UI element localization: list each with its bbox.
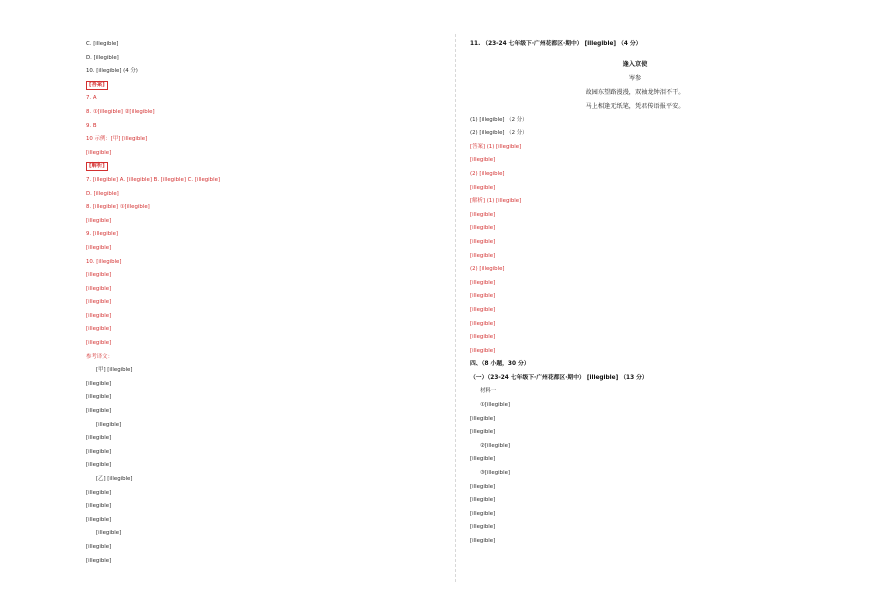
left-line: [甲] [illegible] xyxy=(96,367,133,374)
left-line: [illegible] xyxy=(86,312,112,319)
passage-line: [illegible] xyxy=(470,524,496,531)
left-line: [illegible] xyxy=(86,285,112,292)
left-line: [illegible] xyxy=(86,299,112,306)
left-line: 9. B xyxy=(86,122,97,129)
right-column xyxy=(470,38,800,549)
left-line: [illegible] xyxy=(86,489,112,496)
answer-key-tag: [解析] xyxy=(86,162,108,171)
question-11-line: [illegible] xyxy=(470,211,496,218)
question-11-line: [illegible] xyxy=(470,238,496,245)
left-line: [illegible] xyxy=(86,326,112,333)
passage-line: [illegible] xyxy=(470,456,496,463)
question-11-line: [illegible] xyxy=(470,252,496,259)
passage-line: ③[illegible] xyxy=(480,470,511,477)
passage-line: [illegible] xyxy=(470,538,496,544)
left-line: [illegible] xyxy=(86,149,112,156)
passage-line: [illegible] xyxy=(470,497,496,504)
left-line: [illegible] xyxy=(86,462,112,469)
question-11-line: (2) [illegible] xyxy=(470,266,505,273)
column-divider xyxy=(455,34,456,582)
left-line: 10. [illegible] xyxy=(86,258,122,265)
question-11-line: [illegible] xyxy=(470,225,496,232)
left-column xyxy=(86,38,440,568)
question-11-line: [illegible] xyxy=(470,279,496,286)
left-line: [illegible] xyxy=(86,516,112,523)
left-line: 参考译文： xyxy=(86,353,113,360)
question-11-line: [illegible] xyxy=(470,320,496,327)
question-11-line: [illegible] xyxy=(470,293,496,300)
question-11-line: (2) [illegible] （2 分） xyxy=(470,130,528,137)
question-11-line: [解析] (1) [illegible] xyxy=(470,198,522,205)
left-line: [illegible] xyxy=(86,394,112,401)
left-line: [illegible] xyxy=(86,340,112,347)
left-line: [illegible] xyxy=(86,543,112,550)
left-line: [illegible] xyxy=(86,435,112,442)
left-line: D. [illegible] xyxy=(86,190,119,197)
left-line: [乙] [illegible] xyxy=(96,476,133,482)
passage-line: [illegible] xyxy=(470,510,496,517)
question-11-line: [illegible] xyxy=(470,157,496,164)
question-11-line: [答案] (1) [illegible] xyxy=(470,143,522,150)
left-line xyxy=(86,79,440,93)
question-11-line: (1) [illegible] （2 分） xyxy=(470,116,528,123)
left-line: [illegible] xyxy=(86,408,112,415)
question-11-line: [illegible] xyxy=(470,184,496,191)
left-line: [illegible] xyxy=(86,448,112,455)
left-line: [illegible] xyxy=(86,503,112,510)
left-line: D. [illegible] xyxy=(86,54,119,61)
poem-line-1: 故园东望路漫漫，双袖龙钟泪不干。 xyxy=(585,88,685,96)
section-four-heading: 四、（8 小题，30 分） xyxy=(470,361,530,368)
passage-line: 材料一 xyxy=(480,388,497,395)
answer-key-tag: [答案] xyxy=(86,81,108,90)
passage-line: [illegible] xyxy=(470,415,496,422)
left-line: [illegible] xyxy=(86,380,112,387)
passage-line: [illegible] xyxy=(470,429,496,436)
question-11-line: (2) [illegible] xyxy=(470,170,505,177)
left-line: [illegible] xyxy=(86,244,112,251)
reading-passage-heading: （一）（23-24 七年级下·广州花都区·期中） [illegible] （13 分） xyxy=(470,374,648,381)
left-line: 9. [illegible] xyxy=(86,231,119,238)
question-11-heading: 11. （23-24 七年级下·广州花都区·期中） [illegible] （4 分） xyxy=(470,41,642,47)
poem-title: 逢入京使 xyxy=(622,60,648,68)
left-line: 7. A xyxy=(86,95,97,102)
left-line xyxy=(86,160,440,174)
left-line: [illegible] xyxy=(86,217,112,224)
left-line: 10 示例：[甲] [illegible] xyxy=(86,136,148,143)
left-line: [illegible] xyxy=(86,272,112,279)
poem-line-2: 马上相逢无纸笔，凭君传语报平安。 xyxy=(585,102,685,110)
poem-author: 岑参 xyxy=(628,74,642,82)
left-line: C. [illegible] xyxy=(86,41,119,47)
passage-line: ②[illegible] xyxy=(480,442,511,449)
left-line: 7. [illegible] A. [illegible] B. [illegible] C. [illegible] xyxy=(86,176,221,183)
passage-line: [illegible] xyxy=(470,483,496,490)
left-line: 8. [illegible] ①[illegible] xyxy=(86,204,150,211)
left-line: 8. ①[illegible] ②[illegible] xyxy=(86,108,155,115)
question-11-line: [illegible] xyxy=(470,334,496,341)
left-line: 10. [illegible] (4 分) xyxy=(86,68,138,75)
left-line: [illegible] xyxy=(96,421,122,428)
left-line: [illegible] xyxy=(86,557,112,564)
passage-line: ①[illegible] xyxy=(480,402,511,409)
question-11-line: [illegible] xyxy=(470,306,496,313)
left-line: [illegible] xyxy=(96,530,122,537)
question-11-line: [illegible] xyxy=(470,347,496,354)
